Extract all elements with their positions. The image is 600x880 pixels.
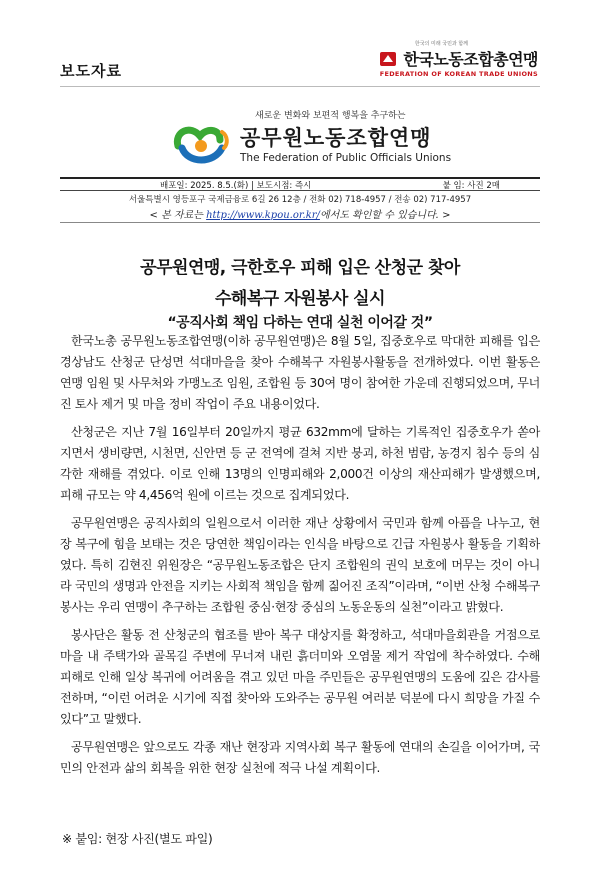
fktu-emblem-icon [379,50,397,68]
fktu-name: 한국노동조합총연맹 [403,50,538,69]
fpou-emblem-icon [170,118,232,168]
paragraph: 공무원연맹은 공직사회의 일원으로서 이러한 재난 상황에서 국민과 함께 아픔을 나누고, 현장 복구에 힘을 보태는 것은 당연한 책임이라는 인식을 바탕으로 긴급 자원봉사 활동을 기획하였다. 특히 김현진 위원장은 “공무원노동조합은 단지 조합원의 권익 보호에 머무는 것이 아니라 국민의 생명과 안전을 지키는 사회적 책임을 함께 짊어진 조직”이라며, “이번 산청 수해복구 봉사는 우리 연맹이 추구하는 조합원 중심·현장 중심의 노동운동의 실천”이라고 밝혔다. [60,516,540,614]
fktu-logo [379,40,538,78]
title-divider [60,222,540,223]
notice-suffix: 에서도 확인할 수 있습니다. > [319,210,451,221]
website-link[interactable]: http://www.kpou.or.kr/ [206,210,320,221]
paragraph: 공무원연맹은 앞으로도 각종 재난 현장과 지역사회 복구 활동에 연대의 손길을 이어가며, 국민의 안전과 삶의 회복을 위한 현장 실천에 적극 나설 계획이다. [60,740,540,775]
attachment-note: ※ 붙임: 현장 사진(별도 파일) [62,832,213,846]
article-body [60,331,540,786]
paragraph: 한국노총 공무원노동조합연맹(이하 공무원연맹)은 8월 5일, 집중호우로 막대한 피해를 입은 경상남도 산청군 단성면 석대마을을 찾아 수해복구 자원봉사활동을 전개하였다. 이번 활동은 연맹 임원 및 사무처와 가맹노조 임원, 조합원 등 30여 명이 참여한 가운데 진행되었으며, 무너진 토사 제거 및 마을 정비 작업이 주요 내용이었다. [60,334,540,411]
fktu-tagline: 한국의 미래 국민과 함께 [414,41,468,47]
paragraph: 봉사단은 활동 전 산청군의 협조를 받아 복구 대상지를 확정하고, 석대마을회관을 거점으로 마을 내 주택가와 골목길 주변에 무너져 내린 흙더미와 오염물 제거 작업에 착수하였다. 수해 피해로 인해 일상 복귀에 어려움을 겪고 있던 마을 주민들은 공무원연맹의 도움에 깊은 감사를 전하며, “이런 어려운 시기에 직접 찾아와 도와주는 공무원 여러분 덕분에 다시 희망을 가질 수 있다”고 말했다. [60,628,540,726]
website-notice [60,206,540,221]
fpou-logo-block [160,108,490,172]
contact-address: 서울특별시 영등포구 국제금융로 6길 26 12층 / 전화 02) 718-4957 / 전송 02) 717-4957 [128,195,472,205]
org-slogan: 새로운 변화와 보편적 행복을 추구하는 [255,111,406,121]
org-name: 공무원노동조합연맹 [240,126,432,150]
fktu-name-en: FEDERATION OF KOREAN TRADE UNIONS [379,70,538,78]
press-release-label: 보도자료 [60,62,122,80]
distribution-date: 배포일: 2025. 8.5.(화) | 보도시점: 즉시 [160,180,312,191]
headline-line-1: 공무원연맹, 극한호우 피해 입은 산청군 찾아 [140,258,460,278]
subheadline: “공직사회 책임 다하는 연대 실천 이어갈 것” [167,315,433,331]
notice-prefix: < 본 자료는 [149,210,207,221]
org-name-en: The Federation of Public Officials Unions [240,152,452,164]
headline-line-2: 수해복구 자원봉사 실시 [214,289,386,309]
header-divider [60,86,540,87]
paragraph: 산청군은 지난 7월 16일부터 20일까지 평균 632mm에 달하는 기록적인 집중호우가 쏟아지면서 생비량면, 시천면, 신안면 등 군 전역에 걸쳐 지반 붕괴, 하천 범람, 농경지 침수 등의 심각한 재해를 겪었다. 이로 인해 13명의 인명피해와 2,000건 이상의 재산피해가 발생했으며, 피해 규모는 약 4,456억 원에 이르는 것으로 집계되었다. [60,425,540,502]
attachment-count: 붙 임: 사진 2매 [442,180,500,191]
distribution-info-bar [60,177,540,191]
